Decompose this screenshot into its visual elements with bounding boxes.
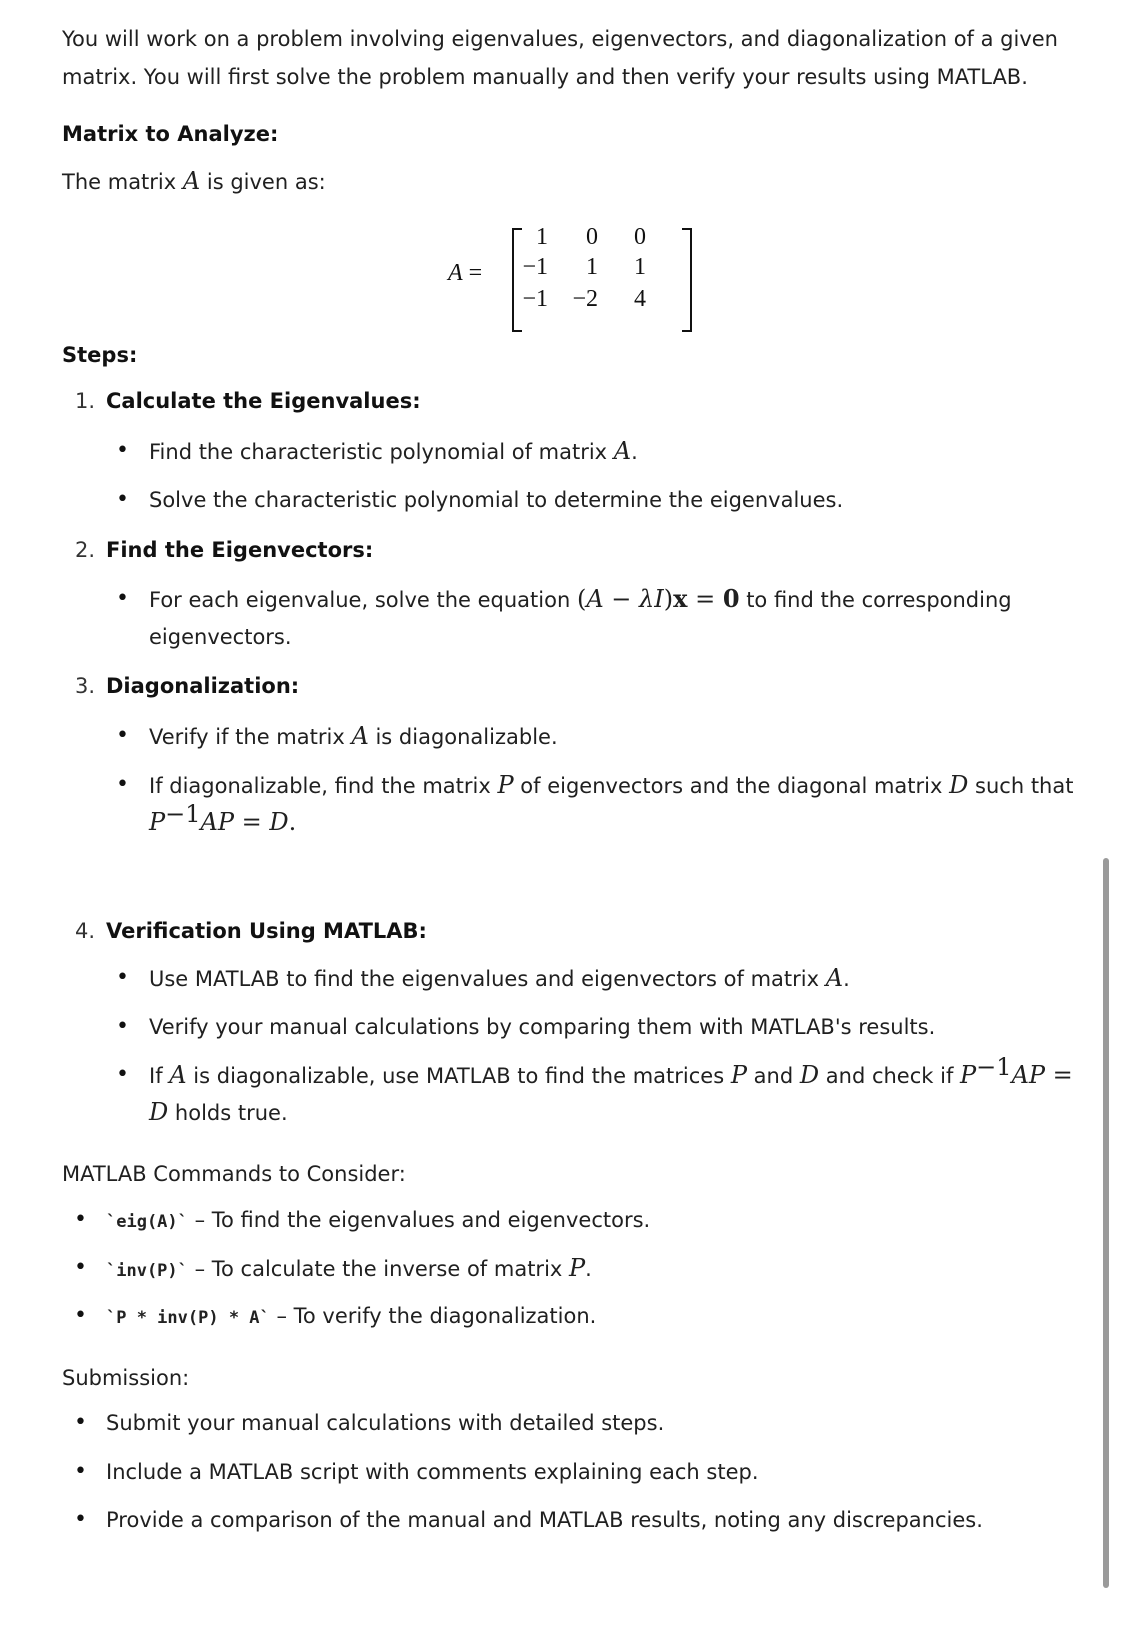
vertical-scrollbar-thumb[interactable] [1103, 858, 1109, 1588]
step-3-number: 3. [75, 674, 96, 698]
bullet: • [74, 1410, 87, 1435]
steps-heading: Steps: [62, 343, 138, 367]
math-var-a: A [182, 167, 201, 195]
matrix-cell-r2c1: −1 [522, 254, 548, 280]
bullet: • [116, 965, 129, 990]
matrix-description: The matrix A is given as: [62, 167, 326, 195]
intro-line-2: matrix. You will first solve the problem manually and then verify your results using MATLAB. [62, 65, 1028, 89]
bullet: • [116, 586, 129, 611]
step-3-bullet-1: Verify if the matrix A is diagonalizable. [149, 722, 558, 750]
bullet: • [74, 1207, 87, 1232]
matrix-cell-r1c3: 0 [634, 224, 646, 250]
command-item-verify: `P * inv(P) * A` – To verify the diagonalization. [106, 1304, 597, 1328]
matrix-cell-r3c1: −1 [522, 286, 548, 312]
commands-heading: MATLAB Commands to Consider: [62, 1162, 406, 1186]
bullet: • [116, 1062, 129, 1087]
matrix-cell-r3c2: −2 [572, 286, 598, 312]
bullet: • [74, 1255, 87, 1280]
code-inv: `inv(P)` [106, 1261, 188, 1281]
bullet: • [74, 1303, 87, 1328]
step-1-bullet-2: Solve the characteristic polynomial to determine the eigenvalues. [149, 488, 844, 512]
bullet: • [116, 438, 129, 463]
matrix-cell-r2c3: 1 [634, 254, 646, 280]
matrix-a [448, 226, 698, 330]
submission-item-3: Provide a comparison of the manual and MATLAB results, noting any discrepancies. [106, 1508, 983, 1532]
step-3-bullet-2-equation: $P^{-1}AP = D$. [149, 800, 297, 836]
bullet: • [116, 723, 129, 748]
matrix-cell-r2c2: 1 [586, 254, 598, 280]
step-3-bullet-2: If diagonalizable, find the matrix P of eigenvectors and the diagonal matrix D such that [149, 771, 1074, 799]
step-4-bullet-2: Verify your manual calculations by comparing them with MATLAB's results. [149, 1015, 936, 1039]
matrix-cell-r1c1: 1 [536, 224, 548, 250]
bullet: • [116, 772, 129, 797]
step-2-number: 2. [75, 538, 96, 562]
command-item-inv: `inv(P)` – To calculate the inverse of matrix P. [106, 1254, 592, 1282]
submission-item-2: Include a MATLAB script with comments explaining each step. [106, 1460, 759, 1484]
step-1-bullet-1: Find the characteristic polynomial of matrix A. [149, 437, 638, 465]
matrix-label: A = [448, 260, 483, 286]
step-4-number: 4. [75, 919, 96, 943]
matrix-heading: Matrix to Analyze: [62, 122, 279, 146]
code-verify: `P * inv(P) * A` [106, 1308, 270, 1328]
bullet: • [74, 1459, 87, 1484]
step-4-bullet-3: If A is diagonalizable, use MATLAB to find the matrices P and D and check if $P^{-1}AP$ = [149, 1053, 1073, 1089]
step-1-number: 1. [75, 389, 96, 413]
submission-heading: Submission: [62, 1366, 190, 1390]
step-4-bullet-1: Use MATLAB to find the eigenvalues and eigenvectors of matrix A. [149, 964, 850, 992]
code-eig: `eig(A)` [106, 1212, 188, 1232]
intro-line-1: You will work on a problem involving eigenvalues, eigenvectors, and diagonalization of a given [62, 27, 1058, 51]
step-1-title: Calculate the Eigenvalues: [106, 389, 421, 413]
step-2-bullet-1: For each eigenvalue, solve the equation (A − λI)x = 0 to find the corresponding [149, 584, 1012, 613]
right-bracket [682, 228, 692, 332]
matrix-cell-r1c2: 0 [586, 224, 598, 250]
step-4-bullet-3-line-2: D holds true. [149, 1098, 288, 1126]
matrix-cell-r3c3: 4 [634, 286, 646, 312]
bullet: • [116, 487, 129, 512]
step-2-title: Find the Eigenvectors: [106, 538, 374, 562]
bullet: • [74, 1507, 87, 1532]
command-item-eig: `eig(A)` – To find the eigenvalues and eigenvectors. [106, 1208, 651, 1232]
step-4-title: Verification Using MATLAB: [106, 919, 427, 943]
step-3-title: Diagonalization: [106, 674, 300, 698]
bullet: • [116, 1014, 129, 1039]
step-2-bullet-1-line-2: eigenvectors. [149, 625, 292, 649]
submission-item-1: Submit your manual calculations with detailed steps. [106, 1411, 665, 1435]
